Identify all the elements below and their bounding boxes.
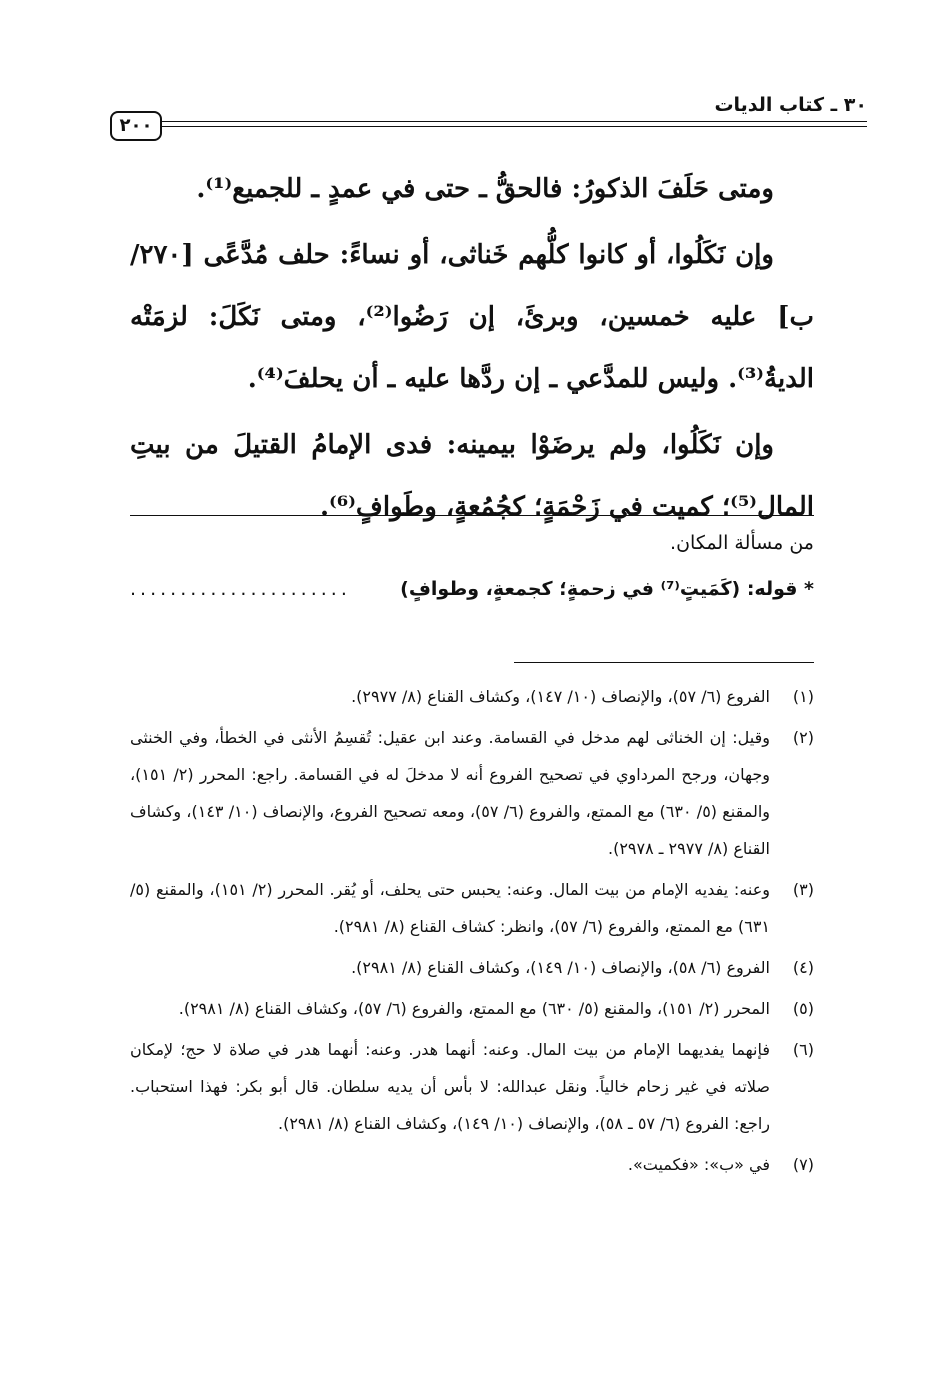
text-divider: [130, 515, 814, 516]
footnote: [130, 1031, 814, 1142]
footnote-separator: [514, 662, 814, 663]
footnote-text: المحرر (٢/ ١٥١)، والمقنع (٥/ ٦٣٠) مع الممتع، والفروع (٦/ ٥٧)، وكشاف القناع (٨/ ٢٩٨١).: [178, 999, 770, 1018]
footnote-number: (٤): [792, 958, 814, 977]
main-text: [130, 158, 814, 542]
footnote: [130, 719, 814, 867]
footnote-number: (٥): [792, 999, 814, 1018]
header-rule-bottom: [155, 126, 867, 127]
footnote: [130, 1146, 814, 1183]
footnote-text: وعنه: يفديه الإمام من بيت المال. وعنه: يحبس حتى يحلف، أو يُقر. المحرر (٢/ ١٥١)، والمقنع (٥/ ٦٣١) مع الممتع، والفروع (٦/ ٥٧)، وانظر: كشاف القناع (٨/ ٢٩٨١).: [130, 880, 770, 936]
commentary-quote: [130, 566, 814, 612]
footnote-text: الفروع (٦/ ٥٨)، والإنصاف (١٠/ ١٤٩)، وكشاف القناع (٨/ ٢٩٨١).: [351, 958, 770, 977]
main-paragraph: وإن نَكَلُوا، ولم يرضَوْا بيمينه: فدى الإمامُ القتيلَ من بيتِ المال⁽⁵⁾؛ كميت في زَحْمَةٍ؛ كجُمُعةٍ، وطَوافٍ⁽⁶⁾.: [130, 430, 814, 522]
footnote-number: (٦): [792, 1040, 814, 1059]
footnotes: [130, 678, 814, 1187]
footnote-number: (٧): [792, 1155, 814, 1174]
dotted-leader: ......................: [130, 578, 351, 600]
commentary-line: من مسألة المكان.: [670, 532, 814, 554]
header-rule-top: [155, 121, 867, 122]
footnote-number: (١): [792, 687, 814, 706]
commentary-quote-text: * قوله: (كَمَيتٍ⁽⁷⁾ في زحمةٍ؛ كجمعةٍ، وطوافٍ): [400, 578, 814, 600]
footnote-text: في «ب»: «فكميت».: [627, 1155, 770, 1174]
page-number: ٢٠٠: [110, 111, 162, 141]
main-paragraph: وإن نَكَلُوا، أو كانوا كلُّهم خَناثى، أو نساءً: حلف مُدَّعًى [٢٧٠/ ب] عليه خمسين، وبرئَ، إن رَضُوا⁽²⁾، ومتى نَكَلَ: لزمَتْه الديةُ⁽³⁾. وليس للمدَّعي ـ إن ردَّها عليه ـ أن يحلفَ⁽⁴⁾.: [130, 240, 815, 394]
footnote: [130, 990, 814, 1027]
footnote-number: (٢): [792, 728, 814, 747]
commentary: [130, 520, 814, 612]
footnote: [130, 678, 814, 715]
footnote-number: (٣): [792, 880, 814, 899]
footnote-text: الفروع (٦/ ٥٧)، والإنصاف (١٠/ ١٤٧)، وكشاف القناع (٨/ ٢٩٧٧).: [351, 687, 770, 706]
footnote-text: فإنهما يفديهما الإمام من بيت المال. وعنه: أنهما هدر. وعنه: أنهما هدر في صلاة لا حج؛ لإمكان صلاته في غير زحام خالياً. ونقل عبدالله: لا بأس أن يديه سلطان. قال أبو بكر: فهذا استحباب. راجع: الفروع (٦/ ٥٧ ـ ٥٨)، والإنصاف (١٠/ ١٤٩)، وكشاف القناع (٨/ ٢٩٨١).: [130, 1040, 770, 1133]
footnote-text: وقيل: إن الخناثى لهم مدخل في القسامة. وعند ابن عقيل: تُقسِمُ الأنثى في الخطأ، وفي الخنثى وجهان، ورجح المرداوي في تصحيح الفروع أنه لا مدخلَ له في القسامة. راجع: المحرر (٢/ ١٥١)، والمقنع (٥/ ٦٣٠) مع الممتع، والفروع (٦/ ٥٧)، ومعه تصحيح الفروع، والإنصاف (١٠/ ١٤٣)، وكشاف القناع (٨/ ٢٩٧٧ ـ ٢٩٧٨).: [130, 728, 770, 858]
footnote: [130, 871, 814, 945]
chapter-title: ٣٠ ـ كتاب الديات: [714, 94, 867, 116]
footnote: [130, 949, 814, 986]
main-paragraph: ومتى حَلَفَ الذكورُ: فالحقُّ ـ حتى في عمدٍ ـ للجميع⁽¹⁾.: [196, 174, 774, 204]
